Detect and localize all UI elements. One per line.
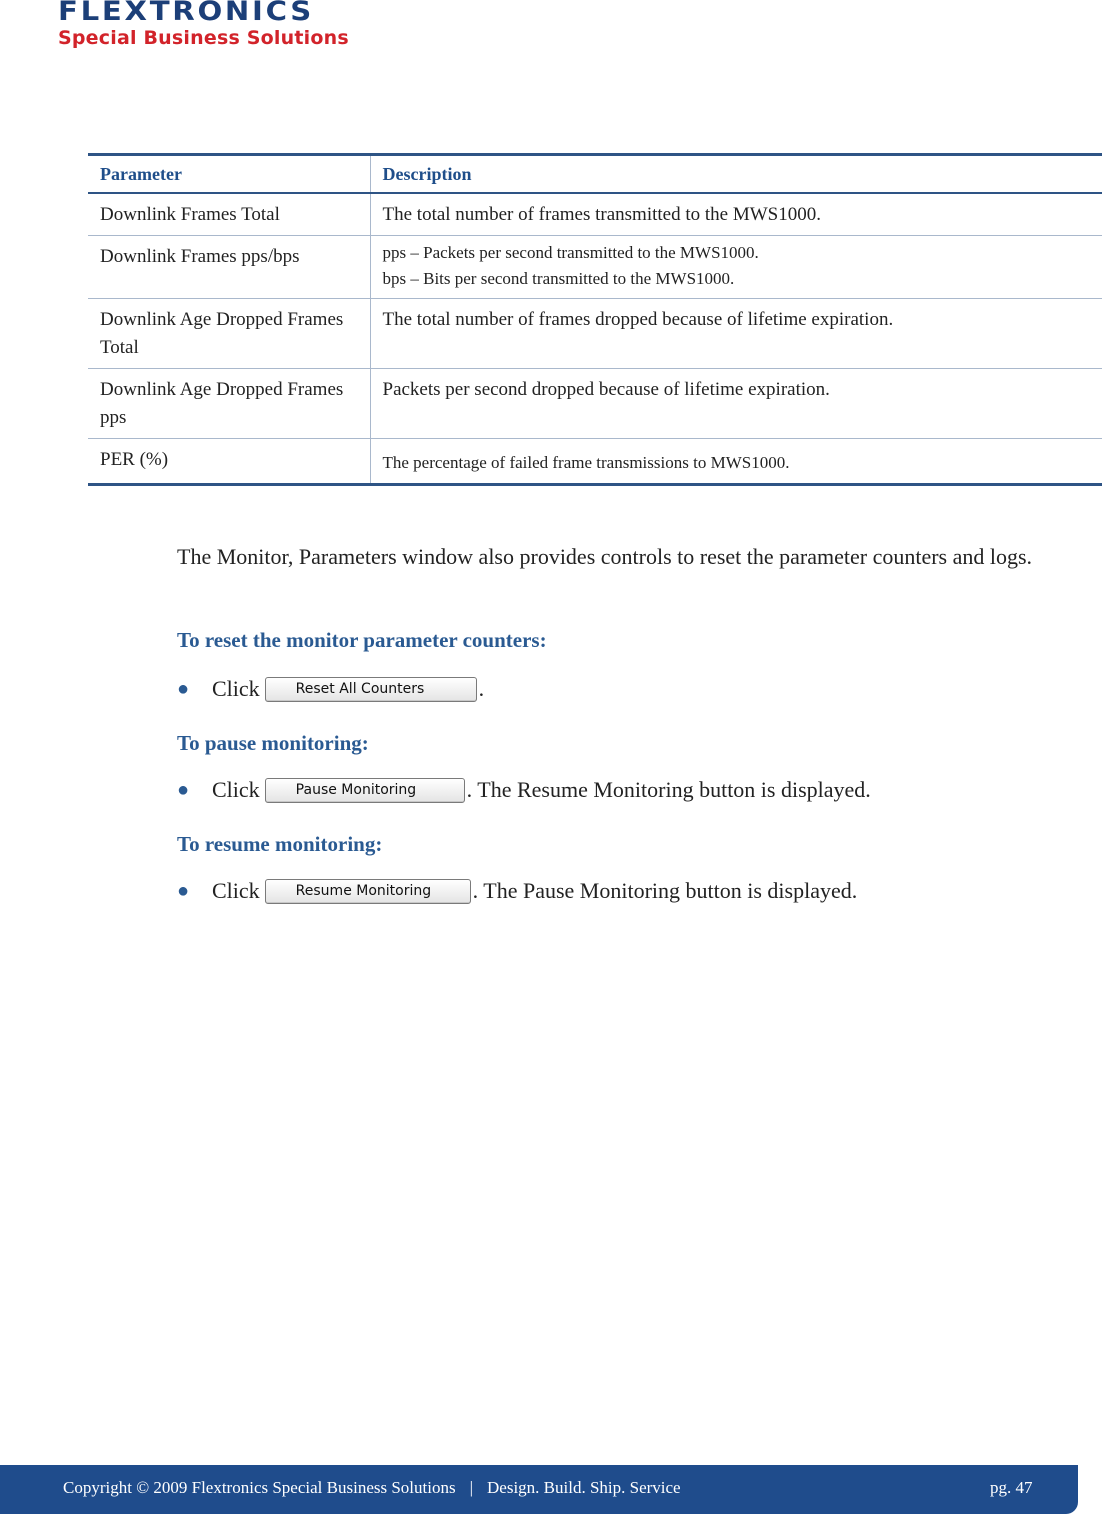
description-line: bps – Bits per second transmitted to the MWS1000.	[382, 268, 735, 288]
description-cell: The total number of frames dropped because of lifetime expiration.	[370, 298, 1102, 368]
column-header-parameter: Parameter	[88, 155, 370, 193]
parameter-cell: Downlink Frames Total	[88, 193, 370, 236]
click-label: Click	[212, 878, 260, 903]
procedure-step-resume	[177, 876, 857, 906]
procedure-step-pause	[177, 775, 871, 805]
click-label: Click	[212, 676, 260, 701]
bullet-icon: ●	[177, 879, 190, 902]
table-row	[88, 368, 1102, 438]
logo-subtitle: Special Business Solutions	[58, 27, 349, 49]
description-line: pps – Packets per second transmitted to the MWS1000.	[382, 242, 759, 262]
description-cell: The percentage of failed frame transmissions to MWS1000.	[370, 438, 1102, 484]
step-suffix: .	[478, 676, 485, 701]
procedure-step-reset	[177, 674, 484, 704]
reset-all-counters-button[interactable]: Reset All Counters	[265, 677, 477, 702]
step-suffix: . The Pause Monitoring button is displayed.	[472, 878, 858, 903]
pause-monitoring-button[interactable]: Pause Monitoring	[265, 778, 465, 803]
table-row	[88, 438, 1102, 484]
bullet-icon: ●	[177, 778, 190, 801]
table-row	[88, 235, 1102, 298]
footer-copyright: Copyright © 2009 Flextronics Special Business Solutions	[63, 1478, 456, 1497]
parameter-cell: Downlink Age Dropped Frames pps	[88, 368, 370, 438]
description-cell: The total number of frames transmitted to the MWS1000.	[370, 193, 1102, 236]
click-label: Click	[212, 777, 260, 802]
step-suffix: . The Resume Monitoring button is displayed.	[466, 777, 871, 802]
procedure-heading-reset: To reset the monitor parameter counters:	[177, 628, 547, 652]
table-row	[88, 193, 1102, 236]
page-number: pg. 47	[990, 1478, 1033, 1497]
parameter-cell: Downlink Frames pps/bps	[88, 235, 370, 298]
footer-separator: |	[469, 1478, 473, 1497]
procedure-heading-resume: To resume monitoring:	[177, 832, 383, 856]
logo-wordmark: FLEXTRONICS	[58, 0, 314, 27]
parameter-table	[88, 153, 1102, 486]
parameter-cell: PER (%)	[88, 438, 370, 484]
description-cell	[370, 235, 1102, 298]
parameter-cell: Downlink Age Dropped Frames Total	[88, 298, 370, 368]
footer-tagline: Design. Build. Ship. Service	[487, 1478, 681, 1497]
bullet-icon: ●	[177, 677, 190, 700]
footer-copyright-line	[63, 1478, 681, 1498]
column-header-description: Description	[370, 155, 1102, 193]
table-header-row	[88, 155, 1102, 193]
table-row	[88, 298, 1102, 368]
company-logo	[58, 0, 349, 49]
procedure-heading-pause: To pause monitoring:	[177, 731, 369, 755]
resume-monitoring-button[interactable]: Resume Monitoring	[265, 879, 471, 904]
description-cell: Packets per second dropped because of lifetime expiration.	[370, 368, 1102, 438]
intro-paragraph: The Monitor, Parameters window also provides controls to reset the parameter counters and logs.	[177, 544, 1033, 569]
page-footer	[0, 1465, 1078, 1514]
